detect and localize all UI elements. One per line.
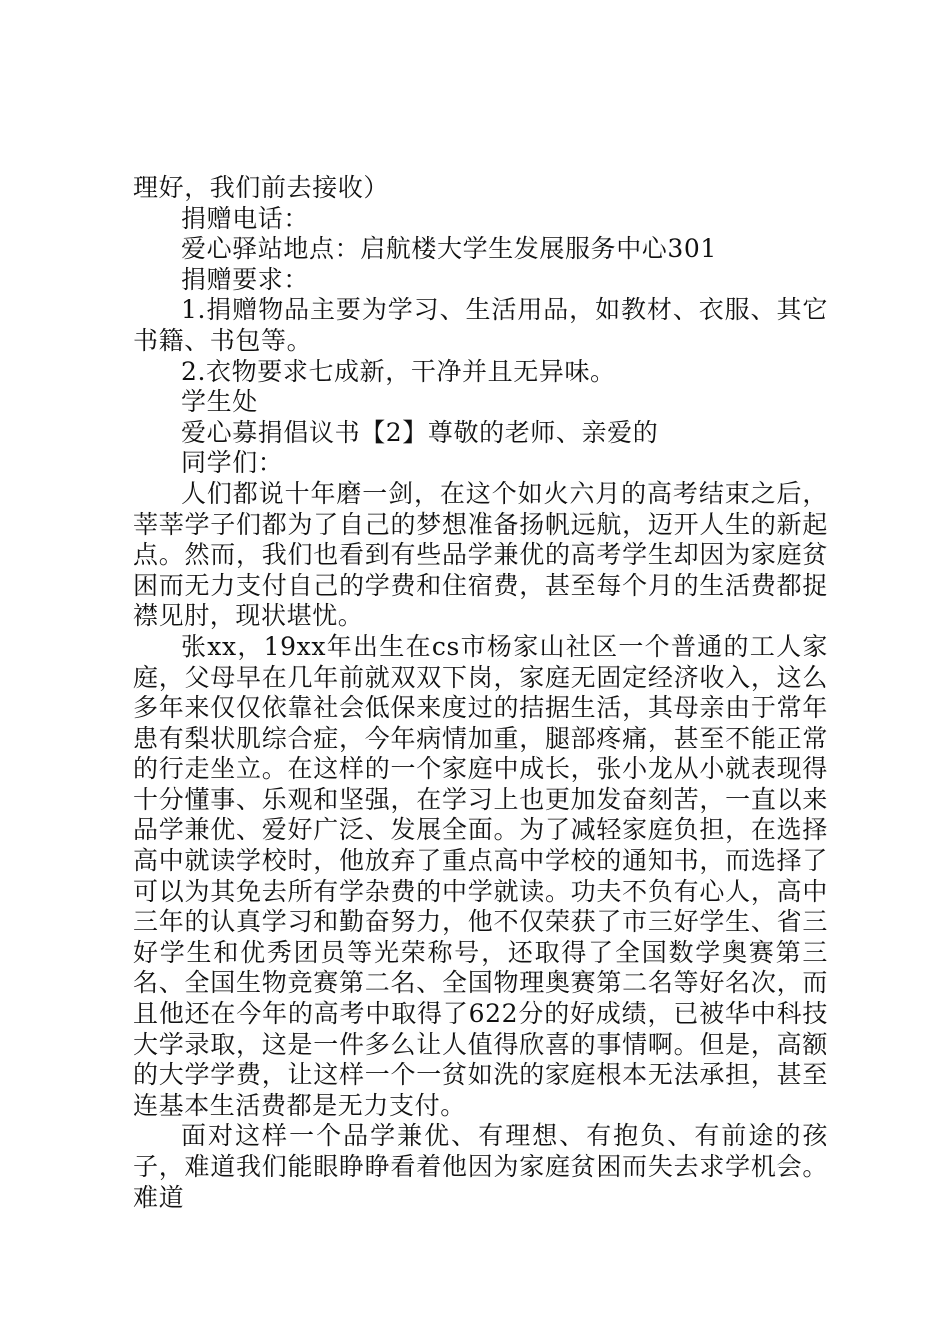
document-paragraph: 2.衣物要求七成新，干净并且无异味。 xyxy=(181,356,616,386)
document-paragraph: 面对这样一个品学兼优、有理想、有抱负、有前途的孩子，难道我们能眼睁睁看着他因为家庭贫困而失去求学机会。难道 xyxy=(133,1121,828,1212)
document-paragraph: 1.捐赠物品主要为学习、生活用品，如教材、衣服、其它书籍、书包等。 xyxy=(133,295,828,355)
document-paragraph: 张xx，19xx年出生在cs市杨家山社区一个普通的工人家庭，父母早在几年前就双双下岗，家庭无固定经济收入，这么多年来仅仅依靠社会低保来度过的拮据生活，其母亲由于常年患有梨状肌综合症，今年病情加重，腿部疼痛，甚至不能正常的行走坐立。在这样的一个家庭中成长，张小龙从小就表现得十分懂事、乐观和坚强，在学习上也更加发奋刻苦，一直以来品学兼优、爱好广泛、发展全面。为了减轻家庭负担，在选择高中就读学校时，他放弃了重点高中学校的通知书，而选择了可以为其免去所有学杂费的中学就读。功夫不负有心人，高中三年的认真学习和勤奋努力，他不仅荣获了市三好学生、省三好学生和优秀团员等光荣称号，还取得了全国数学奥赛第三名、全国生物竞赛第二名、全国物理奥赛第二名等好名次，而且他还在今年的高考中取得了622分的好成绩，已被华中科技大学录取，这是一件多么让人值得欣喜的事情啊。但是，高额的大学学费，让这样一个一贫如洗的家庭根本无法承担，甚至连基本生活费都是无力支付。 xyxy=(133,631,828,1120)
document-body xyxy=(133,173,828,1213)
document-paragraph: 爱心募捐倡议书【2】尊敬的老师、亲爱的 xyxy=(181,417,659,447)
document-paragraph: 捐赠电话： xyxy=(181,203,310,233)
document-paragraph: 捐赠要求： xyxy=(181,264,310,294)
document-paragraph: 人们都说十年磨一剑，在这个如火六月的高考结束之后，莘莘学子们都为了自己的梦想准备扬帆远航，迈开人生的新起点。然而，我们也看到有些品学兼优的高考学生却因为家庭贫困而无力支付自己的学费和住宿费，甚至每个月的生活费都捉襟见肘，现状堪忧。 xyxy=(133,478,828,631)
document-paragraph: 同学们： xyxy=(181,448,284,478)
document-paragraph: 爱心驿站地点：启航楼大学生发展服务中心301 xyxy=(181,234,717,264)
document-paragraph: 理好，我们前去接收） xyxy=(133,173,390,202)
document-paragraph: 学生处 xyxy=(181,387,258,417)
